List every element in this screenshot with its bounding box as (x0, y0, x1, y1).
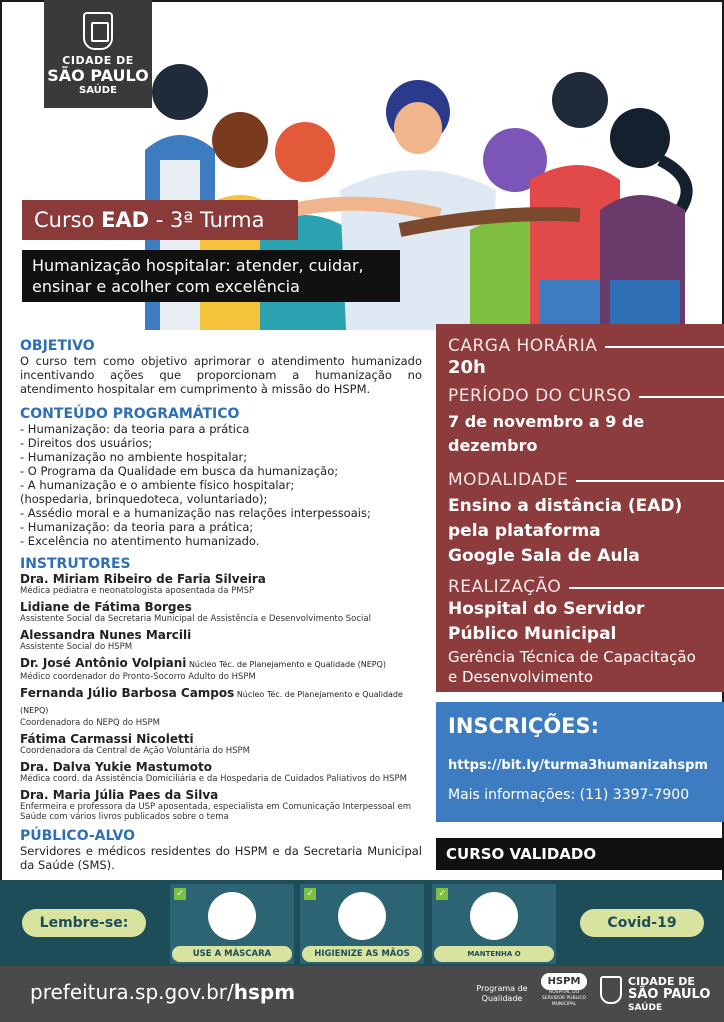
sp-line2: SÃO PAULO (628, 987, 711, 1002)
carga-label-row (448, 336, 724, 356)
course-title-pre: Curso (34, 208, 102, 232)
instrutor-role: Médica coord. da Assistência Domiciliária e da Hospedaria de Cuidados Paliativos do HSPM (20, 774, 407, 784)
realizacao-label: REALIZAÇÃO (448, 577, 562, 597)
course-title-post: - 3ª Turma (149, 208, 265, 232)
instrutor (20, 600, 422, 624)
instrutor (20, 628, 422, 652)
conteudo-item: - Humanização: da teoria para a prática (20, 422, 250, 436)
sp-logo (604, 976, 710, 1014)
conteudo-item: - Direitos dos usuários; (20, 436, 153, 450)
tip-label: HIGIENIZE AS MÃOS (302, 946, 422, 962)
instrutor-role: Assistente Social da Secretaria Municipal de Assistência e Desenvolvimento Social (20, 614, 371, 624)
instrutor (20, 572, 422, 596)
hspm-logo (538, 976, 590, 1008)
instrutor-note: Núcleo Téc. de Planejamento e Qualidade (NEPQ) (186, 660, 386, 669)
modalidade-label-row (448, 470, 724, 490)
sp-line3: SAÚDE (628, 1003, 663, 1013)
conteudo-heading: CONTEÚDO PROGRAMÁTICO (20, 406, 240, 422)
instrutores-list (20, 572, 422, 822)
instrutor-role: Médica pediatra e neonatologista aposentada da PMSP (20, 586, 255, 596)
qualidade-logo (474, 976, 530, 1004)
instrutor-role: Coordenadora da Central de Ação Voluntária do HSPM (20, 746, 250, 756)
carga-value: 20h (448, 357, 486, 378)
tip-maos (300, 884, 424, 964)
instrutor-name: Fátima Carmassi Nicoletti (20, 732, 194, 746)
instrutor (20, 732, 422, 756)
instrutor-role: Coordenadora do NEPQ do HSPM (20, 718, 160, 728)
handwash-icon (338, 892, 386, 940)
conteudo-item: - Humanização: da teoria para a prática; (20, 520, 254, 534)
periodo-label: PERÍODO DO CURSO (448, 386, 632, 406)
hspm-sub: HOSPITAL DO SERVIDOR PÚBLICO MUNICIPAL (541, 990, 587, 1007)
modalidade-value: Google Sala de Aula (448, 546, 640, 566)
footer-url-bold: hspm (233, 980, 296, 1004)
instrutor-note: Núcleo Téc. de Planejamento e Qualidade (NEPQ) (20, 690, 403, 715)
instrutor (20, 760, 422, 784)
instrutor-name: Dra. Dalva Yukie Mastumoto (20, 760, 212, 774)
realizacao-value: Público Municipal (448, 624, 617, 644)
instrutor-role: Assistente Social do HSPM (20, 642, 133, 652)
check-icon: ✓ (174, 888, 186, 900)
inscricoes-phone: Mais informações: (11) 3397-7900 (448, 787, 690, 803)
conteudo-item: (hospedaria, brinquedoteca, voluntariado); (20, 492, 268, 506)
instrutores-heading: INSTRUTORES (20, 556, 131, 572)
modalidade-label: MODALIDADE (448, 470, 569, 490)
instrutor-role: Enfermeira e professora da USP aposentada, especialista em Comunicação Interpessoal em Saúde com vários livros publicados sobre o tema (20, 802, 412, 822)
instrutor-name: Lidiane de Fátima Borges (20, 600, 192, 614)
carga-label: CARGA HORÁRIA (448, 336, 598, 356)
footer-url[interactable] (30, 980, 295, 1004)
tip-mascara (170, 884, 294, 964)
conteudo-item: - Assédio moral e a humanização nas relações interpessoais; (20, 506, 371, 520)
realizacao-sub: e Desenvolvimento (448, 668, 593, 686)
logo-line1: CIDADE DE (62, 54, 134, 67)
check-icon: ✓ (436, 888, 448, 900)
periodo-label-row (448, 386, 724, 406)
divider (605, 346, 724, 348)
publico-text: Servidores e médicos residentes do HSPM e da Secretaria Municipal da Saúde (SMS). (20, 844, 422, 872)
conteudo-item: - Excelência no atentimento humanizado. (20, 534, 260, 548)
sp-line1: CIDADE DE (628, 975, 695, 988)
logo-line3: SAÚDE (79, 85, 117, 96)
lembre-pill: Lembre-se: (22, 909, 146, 937)
qualidade-text: Programa de Qualidade (476, 984, 528, 1003)
logo-line2: SÃO PAULO (47, 66, 149, 85)
inscricoes-link[interactable]: https://bit.ly/turma3humanizahspm (448, 758, 708, 773)
publico-heading: PÚBLICO-ALVO (20, 828, 135, 844)
conteudo-item: - O Programa da Qualidade em busca da humanização; (20, 464, 339, 478)
realizacao-sub: Gerência Técnica de Capacitação (448, 648, 696, 666)
course-subtitle: Humanização hospitalar: atender, cuidar, ensinar e acolher com excelência (22, 250, 400, 302)
conteudo-list (20, 422, 422, 548)
crest-icon (600, 976, 622, 1004)
modalidade-value: pela plataforma (448, 521, 601, 541)
conteudo-item: - Humanização no ambiente hospitalar; (20, 450, 248, 464)
conteudo-item: - A humanização e o ambiente físico hospitalar; (20, 478, 295, 492)
inscricoes-box (436, 702, 724, 822)
curso-validado-badge: CURSO VALIDADO (436, 838, 724, 870)
instrutor (20, 788, 422, 822)
tip-distanciamento (432, 884, 556, 964)
course-title (22, 200, 298, 240)
prefeitura-logo (44, 0, 152, 108)
instrutor (20, 686, 422, 728)
instrutor (20, 656, 422, 682)
instrutor-name: Dra. Maria Júlia Paes da Silva (20, 788, 219, 802)
instrutor-name: Dr. José Antônio Volpiani (20, 656, 187, 670)
crest-icon (83, 12, 113, 50)
left-column (20, 332, 422, 872)
modalidade-value: Ensino a distância (EAD) (448, 496, 683, 516)
instrutor-name: Alessandra Nunes Marcili (20, 628, 192, 642)
mask-icon (208, 892, 256, 940)
inscricoes-title: INSCRIÇÕES: (448, 714, 600, 738)
tip-label: MANTENHA O (434, 946, 554, 962)
realizacao-value: Hospital do Servidor (448, 599, 645, 619)
hspm-text: HSPM (541, 973, 588, 990)
tip-label: USE A MÁSCARA (172, 946, 292, 962)
course-title-bold: EAD (101, 208, 150, 232)
objetivo-text: O curso tem como objetivo aprimorar o atendimento humanizado incentivando ações que proporcionam a humanização no atendimento hospitalar em cumprimento à missão do HSPM. (20, 354, 422, 396)
covid-pill: Covid-19 (580, 909, 704, 937)
periodo-value: 7 de novembro a 9 de dezembro (448, 412, 645, 455)
instrutor-name: Dra. Miriam Ribeiro de Faria Silveira (20, 572, 266, 586)
realizacao-label-row (448, 577, 724, 597)
divider (639, 396, 724, 398)
distance-icon (470, 892, 518, 940)
info-box (436, 324, 724, 692)
instrutor-name: Fernanda Júlio Barbosa Campos (20, 686, 235, 700)
footer-url-pre: prefeitura.sp.gov.br/ (30, 980, 234, 1004)
divider (576, 480, 724, 482)
divider (569, 587, 724, 589)
objetivo-heading: OBJETIVO (20, 338, 95, 354)
instrutor-role: Médico coordenador do Pronto-Socorro Adulto do HSPM (20, 672, 256, 682)
check-icon: ✓ (304, 888, 316, 900)
